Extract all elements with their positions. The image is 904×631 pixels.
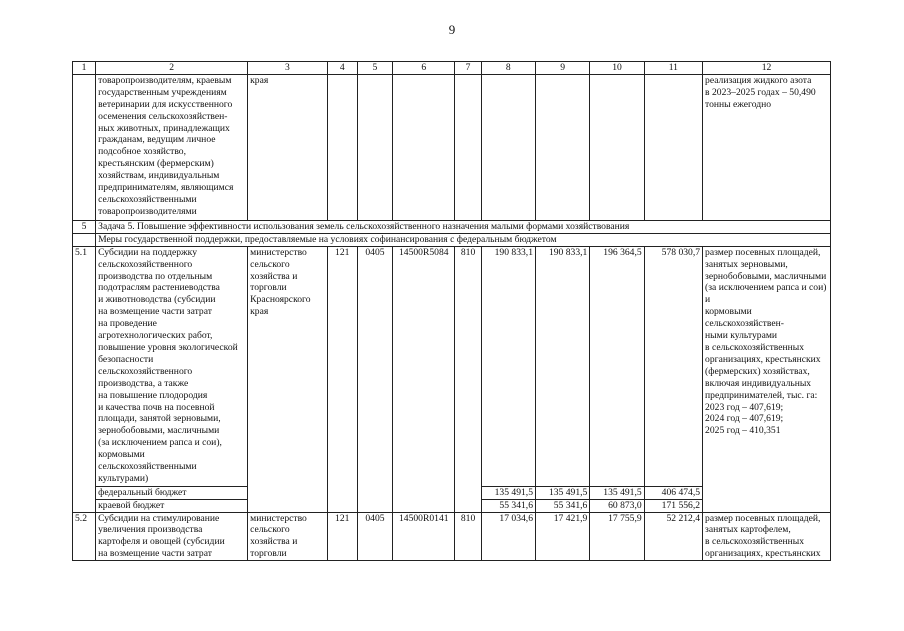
task-row (73, 220, 831, 233)
amount-cell: 135 491,5 (481, 486, 535, 499)
result-cell: размер посевных площадей, занятых картофелем, в сельскохозяйственных организациях, крестьянских (703, 512, 831, 561)
task-title: Задача 5. Повышение эффективности использования земель сельскохозяйственного назначения малыми формами хозяйствования (96, 220, 831, 233)
header-cell: 3 (248, 62, 328, 75)
amount-cell: 55 341,6 (535, 499, 589, 512)
header-cell: 7 (455, 62, 481, 75)
support-measures-title: Меры государственной поддержки, предоставляемые на условиях софинансирования с федеральным бюджетом (96, 233, 831, 246)
measure-name-cell: Субсидии на стимулирование увеличения производства картофеля и овощей (субсидии на возмещение части затрат (96, 512, 248, 561)
header-cell: 2 (96, 62, 248, 75)
header-cell: 6 (393, 62, 455, 75)
page-number: 9 (448, 22, 456, 37)
table-cell (393, 74, 455, 220)
amount-cell: 171 556,2 (644, 499, 702, 512)
budget-label: краевой бюджет (96, 499, 248, 512)
header-cell: 12 (703, 62, 831, 75)
result-cell: размер посевных площадей, занятых зерновыми, зернобобовыми, масличными (за исключением рапса и сои) и кормовыми сельскохозяйствен- ными культурами в сельскохозяйственных организациях, крестьянских (фермерских) хозяйствах, включая индивидуальных предпринимателей, тыс. га: 2023 год – 407,619; 2024 год – 407,619; 2025 год – 410,351 (703, 246, 831, 512)
code-cell: 121 (327, 246, 357, 512)
code-cell: 810 (455, 246, 481, 512)
result-cell: реализация жидкого азота в 2023–2025 годах – 50,490 тонны ежегодно (703, 74, 831, 220)
amount-cell: 406 474,5 (644, 486, 702, 499)
code-cell: 121 (327, 512, 357, 561)
amount-cell: 60 873,0 (590, 499, 644, 512)
header-cell: 11 (644, 62, 702, 75)
table-cell (357, 74, 392, 220)
code-cell: 0405 (357, 512, 392, 561)
support-measures-row (73, 233, 831, 246)
table-row (73, 246, 831, 486)
table-cell (455, 74, 481, 220)
executor-cell: края (248, 74, 328, 220)
amount-cell: 190 833,1 (535, 246, 589, 486)
table-cell (481, 74, 535, 220)
budget-table (72, 61, 831, 561)
amount-cell: 52 212,4 (644, 512, 702, 561)
code-cell: 810 (455, 512, 481, 561)
table-cell (535, 74, 589, 220)
amount-cell: 17 421,9 (535, 512, 589, 561)
column-number-row (73, 62, 831, 75)
code-cell: 14500R0141 (393, 512, 455, 561)
header-cell: 1 (73, 62, 96, 75)
measure-name-cell: Субсидии на поддержку сельскохозяйственного производства по отдельным подотраслям растениеводства и животноводства (субсидии на возмещение части затрат на проведение агротехнологических работ, повышение уровня экологической безопасности сельскохозяйственного производства, а также на повышение плодородия и качества почв на посевной площади, занятой зерновыми, зернобобовыми, масличными (за исключением рапса и сои), кормовыми сельскохозяйственными культурами) (96, 246, 248, 486)
table-cell (644, 74, 702, 220)
budget-label: федеральный бюджет (96, 486, 248, 499)
executor-cell: министерство сельского хозяйства и торговли Красноярского края (248, 246, 328, 512)
executor-cell: министерство сельского хозяйства и торговли (248, 512, 328, 561)
amount-cell: 17 755,9 (590, 512, 644, 561)
continuation-row (73, 74, 831, 220)
amount-cell: 55 341,6 (481, 499, 535, 512)
header-cell: 10 (590, 62, 644, 75)
amount-cell: 190 833,1 (481, 246, 535, 486)
header-cell: 4 (327, 62, 357, 75)
amount-cell: 17 034,6 (481, 512, 535, 561)
amount-cell: 578 030,7 (644, 246, 702, 486)
header-cell: 9 (535, 62, 589, 75)
header-cell: 5 (357, 62, 392, 75)
table-cell (327, 74, 357, 220)
table-cell (73, 233, 96, 246)
code-cell: 14500R5084 (393, 246, 455, 512)
header-cell: 8 (481, 62, 535, 75)
table-cell (73, 74, 96, 220)
amount-cell: 135 491,5 (535, 486, 589, 499)
row-number: 5.2 (73, 512, 96, 561)
task-number: 5 (73, 220, 96, 233)
amount-cell: 135 491,5 (590, 486, 644, 499)
measure-name-cell: товаропроизводителям, краевым государственным учреждениям ветеринарии для искусственного осеменения сельскохозяйствен- ных животных, принадлежащих гражданам, ведущим личное подсобное хозяйство, крестьянским (фермерским) хозяйствам, индивидуальным предпринимателям, являющимся сельскохозяйственными товаропроизводителями (96, 74, 248, 220)
code-cell: 0405 (357, 246, 392, 512)
amount-cell: 196 364,5 (590, 246, 644, 486)
row-number: 5.1 (73, 246, 96, 512)
table-row (73, 512, 831, 561)
table-cell (590, 74, 644, 220)
